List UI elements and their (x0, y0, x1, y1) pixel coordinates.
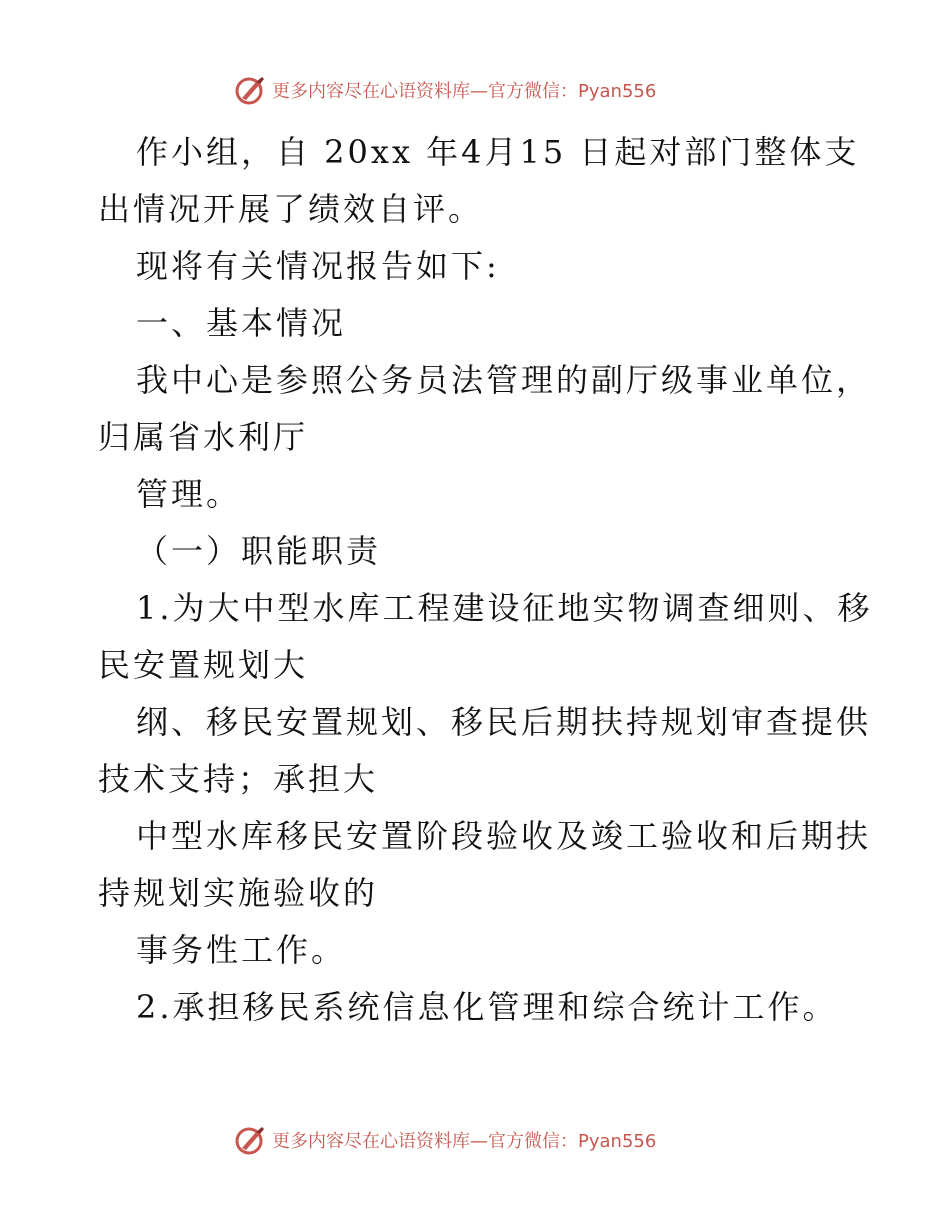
paragraph-line: 出情况开展了绩效自评。 (98, 190, 484, 228)
pen-logo-icon (234, 1124, 266, 1156)
paragraph-line: 民安置规划大 (98, 646, 309, 684)
watermark-header (234, 72, 656, 108)
paragraph-line: 我中心是参照公务员法管理的副厅级事业单位， (136, 361, 872, 399)
paragraph-line: 1.为大中型水库工程建设征地实物调查细则、移 (136, 589, 873, 627)
paragraph-line: 现将有关情况报告如下: (136, 247, 500, 285)
watermark-text: 更多内容尽在心语资料库—官方微信：Pyan556 (272, 1131, 657, 1152)
paragraph-line: 中型水库移民安置阶段验收及竣工验收和后期扶 (136, 817, 872, 855)
subsection-heading: （一）职能职责 (136, 532, 382, 570)
watermark-footer (234, 1122, 656, 1158)
pen-logo-icon (234, 74, 266, 106)
paragraph-line: 作小组，自 20xx 年4月15 日起对部门整体支 (136, 133, 860, 171)
paragraph-line: 持规划实施验收的 (98, 874, 379, 912)
paragraph-line: 纲、移民安置规划、移民后期扶持规划审查提供 (136, 703, 872, 741)
document-body (98, 124, 873, 1036)
paragraph-line: 技术支持；承担大 (98, 760, 379, 798)
paragraph-line: 归属省水利厅 (98, 418, 309, 456)
paragraph-line: 事务性工作。 (136, 931, 347, 969)
section-heading: 一、基本情况 (136, 304, 347, 342)
paragraph-line: 2.承担移民系统信息化管理和综合统计工作。 (136, 988, 838, 1026)
paragraph-line: 管理。 (136, 475, 242, 513)
watermark-text: 更多内容尽在心语资料库—官方微信：Pyan556 (272, 81, 657, 102)
